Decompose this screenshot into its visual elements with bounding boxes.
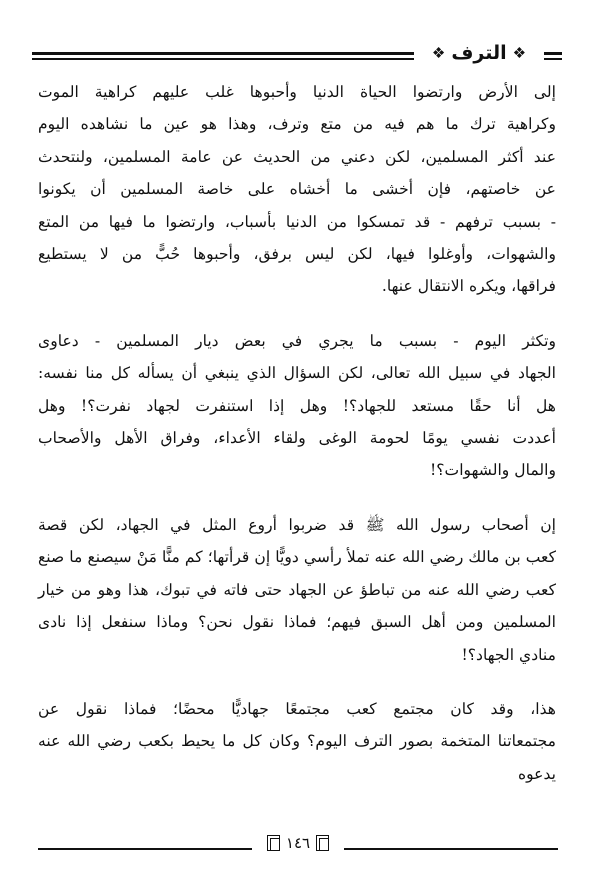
paragraph	[38, 509, 556, 671]
text-line: منادي الجهاد؟!	[461, 645, 556, 664]
text-line: وكراهية ترك ما هم فيه من متع وترف، وهذا هو عين ما نشاهده اليوم	[38, 115, 556, 134]
text-line: إلى الأرض وارتضوا الحياة الدنيا وأحبوها غلب عليهم كراهية الموت	[38, 83, 556, 101]
ornament-icon: ❖	[512, 43, 527, 62]
text-line: إن أصحاب رسول الله ﷺ قد ضربوا أروع المثل في الجهاد، لكن قصة	[38, 515, 556, 534]
text-line: وتكثر اليوم - بسبب ما يجري في بعض ديار المسلمين - دعاوى	[38, 331, 556, 350]
text-line: هل أنا حقًا مستعد للجهاد؟! وهل إذا استنفرت لجهاد نفرت؟! وهل	[38, 396, 556, 415]
paragraph	[38, 693, 556, 790]
text-line: عند أكثر المسلمين، لكن دعني من الحديث عن عامة المسلمين، ولنتحدث	[38, 147, 556, 166]
header-title-box	[414, 38, 544, 68]
text-line: والمال والشهوات؟!	[430, 461, 556, 480]
book-icon	[267, 835, 280, 851]
text-line: هذا، وقد كان مجتمع كعب مجتمعًا جهاديًّا محضًا؛ فماذا نقول عن	[38, 699, 556, 718]
text-line: والشهوات، وأوغلوا فيها، لكن ليس برفق، وأحبوها حُبًّ من لا يستطيع	[38, 245, 556, 264]
text-line: مجتمعاتنا المتخمة بصور الترف اليوم؟ وكان كل ما يحيط بكعب رضي الله عنه يدعوه	[38, 732, 556, 783]
ornament-icon: ❖	[431, 43, 446, 62]
paragraph	[38, 76, 556, 303]
text-line: - بسبب ترفهم - قد تمسكوا من الدنيا بأسباب، وارتضوا ما فيها من المتع	[38, 212, 556, 231]
running-header	[32, 38, 562, 68]
text-line: أعددت نفسي يومًا لحومة الوغى ولقاء الأعداء، وفراق الأهل والأصحاب	[38, 429, 556, 448]
book-icon	[316, 835, 329, 851]
text-line: المسلمين ومن أهل السبق فيهم؛ فماذا نقول نحن؟ وماذا سنفعل إذا نادى	[38, 613, 556, 632]
paragraph	[38, 325, 556, 487]
running-title: الترف	[451, 42, 507, 64]
page-number: ١٤٦	[285, 834, 311, 852]
page-footer	[38, 828, 558, 858]
text-line: عن خاصتهم، فإن أخشى ما أخشاه على خاصة المسلمين أن يكونوا	[38, 180, 556, 199]
body-text	[38, 76, 556, 812]
text-line: فراقها، ويكره الانتقال عنها.	[381, 277, 556, 296]
text-line: كعب رضي الله عنه من تباطؤ عن الجهاد حتى فاته في تبوك، هذا وهو من خيار	[38, 580, 556, 599]
text-line: كعب بن مالك رضي الله عنه تملأ رأسي دويًّا إن قرأتها؛ كم منًّا مَنْ سيصنع ما صنع	[38, 548, 556, 567]
page-number-box	[252, 828, 344, 858]
text-line: الجهاد في سبيل الله تعالى، لكن السؤال الذي ينبغي أن يسأله كل منا نفسه:	[38, 364, 556, 383]
